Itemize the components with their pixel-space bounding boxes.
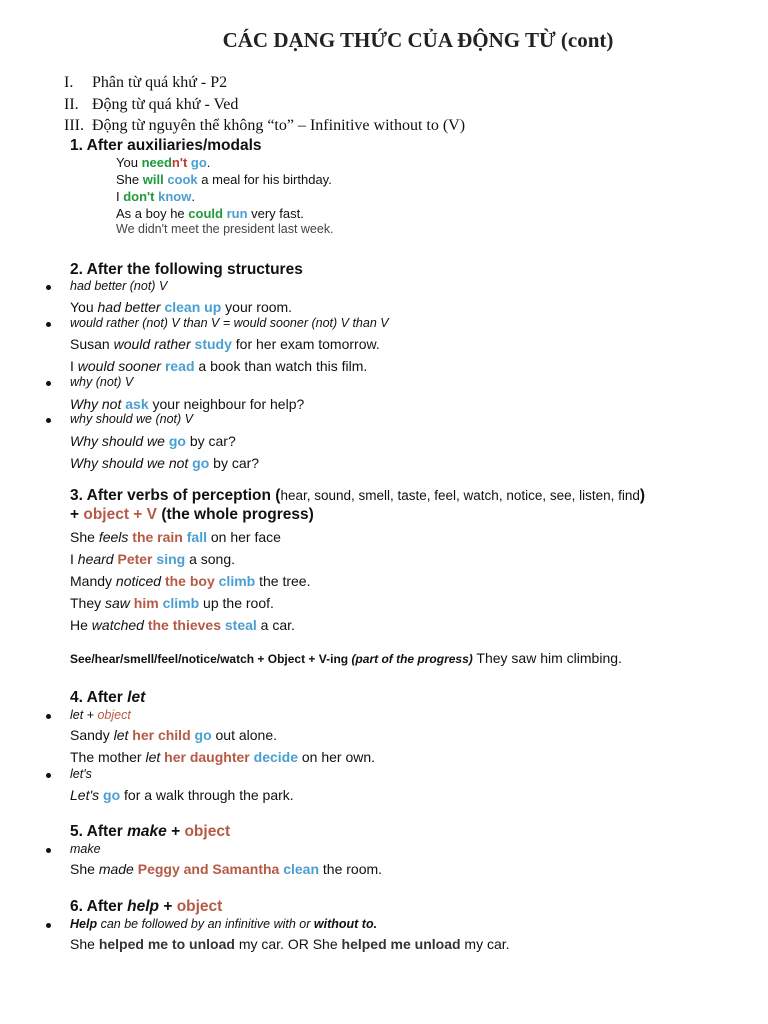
text: for a walk through the park. (120, 787, 294, 803)
bullet-icon (46, 322, 51, 327)
text: The mother (70, 749, 146, 765)
bullet-icon (46, 418, 51, 423)
object: her child (128, 727, 191, 743)
verb: read (161, 358, 195, 374)
verb: go (187, 155, 207, 170)
help-word: Help (70, 917, 98, 931)
text: a car. (256, 617, 295, 633)
heading-text: ) (639, 487, 646, 504)
note-text: See/hear/smell/feel/notice/watch + Object + V-ing (70, 652, 352, 666)
section-5-heading (70, 823, 230, 841)
text: very fast. (247, 206, 304, 221)
section-4-heading (70, 689, 145, 707)
verb: decide (249, 749, 298, 765)
modal-word: need (141, 155, 172, 170)
heading-text: 3. After verbs of perception ( (70, 487, 281, 504)
heading-text: (the whole progress) (157, 506, 314, 523)
modal-word: will (142, 172, 164, 187)
structure-pattern: had better (not) V (70, 279, 168, 293)
object-label: object (184, 823, 231, 840)
example-line (70, 396, 304, 412)
verb: fall (182, 529, 207, 545)
section-2-heading: 2. After the following structures (70, 261, 303, 278)
structure: would sooner (77, 358, 162, 374)
perception-verb: watched (91, 617, 144, 633)
structure: would rather (113, 336, 191, 352)
verb: cook (163, 172, 198, 187)
structure: Why should we (70, 433, 165, 449)
heading-text: 6. After (70, 898, 128, 915)
text: for her exam tomorrow. (231, 336, 380, 352)
text: She (70, 529, 99, 545)
text: a song. (185, 551, 236, 567)
text: your room. (221, 299, 293, 315)
text: out alone. (211, 727, 278, 743)
text: I (70, 358, 78, 374)
object: him (129, 595, 159, 611)
structure: helped me unload (341, 936, 461, 952)
note-example: They saw him climbing. (472, 650, 622, 666)
section-3-heading (70, 487, 645, 505)
structure: Why not (70, 396, 122, 412)
text: a book than watch this film. (194, 358, 368, 374)
text: your neighbour for help? (148, 396, 305, 412)
text: . (206, 155, 211, 170)
text: She (116, 172, 143, 187)
example-line (70, 455, 259, 471)
text: Mandy (70, 573, 116, 589)
structure: had better (97, 299, 161, 315)
structure: let (145, 749, 161, 765)
example-line (70, 551, 235, 567)
text: He (70, 617, 92, 633)
section-3-heading-cont (70, 506, 314, 524)
example-line (116, 206, 304, 221)
note-paren: (part of the progress) (351, 652, 473, 666)
text: on her face (206, 529, 281, 545)
structure: let (113, 727, 129, 743)
negation: n't (171, 155, 188, 170)
object: the thieves (143, 617, 221, 633)
example-line (116, 155, 210, 170)
structure: made (98, 861, 134, 877)
bullet-icon (46, 381, 51, 386)
example-line (70, 861, 382, 877)
text: by car? (185, 433, 236, 449)
verb-list: hear, sound, smell, taste, feel, watch, notice, see, listen, find (280, 488, 640, 503)
roman-item-1 (64, 74, 227, 92)
text: by car? (209, 455, 260, 471)
verb: sing (152, 551, 186, 567)
object: Peggy and Samantha (133, 861, 280, 877)
example-line: We didn't meet the president last week. (116, 222, 334, 236)
emphasis: without to. (313, 917, 378, 931)
perception-verb: saw (105, 595, 130, 611)
example-line (70, 573, 310, 589)
structure-pattern (70, 708, 131, 722)
text: I (116, 189, 124, 204)
text: let + (70, 708, 98, 722)
roman-num: III. (64, 117, 84, 134)
verb: go (188, 455, 210, 471)
text: She (70, 861, 99, 877)
perception-verb: heard (77, 551, 114, 567)
bullet-icon (46, 923, 51, 928)
verb: run (222, 206, 248, 221)
section-1-heading: 1. After auxiliaries/modals (70, 137, 262, 154)
heading-verb: make (127, 823, 167, 840)
example-line (70, 433, 236, 449)
heading-text: + (166, 823, 185, 840)
object-label: object (176, 898, 223, 915)
text: I (70, 551, 78, 567)
heading-text: 5. After (70, 823, 128, 840)
text: a meal for his birthday. (197, 172, 332, 187)
object-label: object (97, 708, 131, 722)
modal-word: don't (123, 189, 155, 204)
example-line (116, 189, 195, 204)
structure-pattern: why (not) V (70, 375, 134, 389)
example-line (70, 749, 375, 765)
object: the boy (161, 573, 215, 589)
example-line (70, 336, 380, 352)
heading-text: + (70, 506, 84, 523)
structure: Let's (70, 787, 100, 803)
heading-verb: help (127, 898, 160, 915)
object: her daughter (160, 749, 250, 765)
text: You (70, 299, 98, 315)
text: You (116, 155, 142, 170)
page-title: CÁC DẠNG THỨC CỦA ĐỘNG TỪ (cont) (222, 28, 614, 52)
example-line (70, 936, 510, 952)
roman-num: II. (64, 96, 79, 113)
text: She (70, 936, 99, 952)
text: my car. OR She (234, 936, 342, 952)
example-line (116, 172, 332, 187)
object: the rain (128, 529, 183, 545)
structure: Why should we not (70, 455, 189, 471)
text: As a boy he (116, 206, 189, 221)
roman-text: Phân từ quá khứ - P2 (92, 74, 228, 91)
roman-item-2 (64, 96, 238, 114)
example-line (70, 595, 274, 611)
verb: ask (121, 396, 149, 412)
verb: steal (220, 617, 257, 633)
verb: know (154, 189, 192, 204)
verb: clean up (160, 299, 222, 315)
text: my car. (460, 936, 510, 952)
roman-num: I. (64, 74, 74, 91)
verb: go (190, 727, 212, 743)
heading-text: 4. After (70, 689, 128, 706)
perception-verb: noticed (115, 573, 162, 589)
verb: go (99, 787, 121, 803)
roman-text: Động từ quá khứ - Ved (92, 96, 239, 113)
verb: climb (158, 595, 200, 611)
example-line (70, 299, 292, 315)
structure-pattern: make (70, 842, 101, 856)
bullet-icon (46, 285, 51, 290)
text: They (70, 595, 106, 611)
help-note (70, 917, 377, 931)
verb: go (164, 433, 186, 449)
v-ing-note (70, 650, 622, 666)
example-line (70, 358, 367, 374)
bullet-icon (46, 714, 51, 719)
bullet-icon (46, 848, 51, 853)
bullet-icon (46, 773, 51, 778)
text: up the roof. (199, 595, 274, 611)
structure-pattern: let's (70, 767, 92, 781)
structure-pattern: would rather (not) V than V = would sooner (not) V than V (70, 316, 389, 330)
roman-text: Động từ nguyên thể không “to” – Infinitive without to (V) (92, 117, 466, 134)
text: on her own. (298, 749, 376, 765)
structure-pattern: why should we (not) V (70, 412, 193, 426)
text: the tree. (255, 573, 311, 589)
text: the room. (319, 861, 383, 877)
heading-text: + (159, 898, 177, 915)
object: Peter (113, 551, 153, 567)
text: . (191, 189, 195, 204)
text: Sandy (70, 727, 114, 743)
modal-word: could (188, 206, 223, 221)
text: can be followed by an infinitive with or (97, 917, 314, 931)
example-line (70, 727, 277, 743)
example-line (70, 787, 294, 803)
text: Susan (70, 336, 114, 352)
structure: helped me to unload (98, 936, 235, 952)
verb: clean (279, 861, 320, 877)
roman-item-3 (64, 117, 465, 135)
heading-verb: let (127, 689, 146, 706)
verb: climb (214, 573, 256, 589)
object-label: object + V (83, 506, 158, 523)
example-line (70, 529, 281, 545)
example-line (70, 617, 295, 633)
section-6-heading (70, 898, 222, 916)
perception-verb: feels (98, 529, 129, 545)
verb: study (190, 336, 232, 352)
